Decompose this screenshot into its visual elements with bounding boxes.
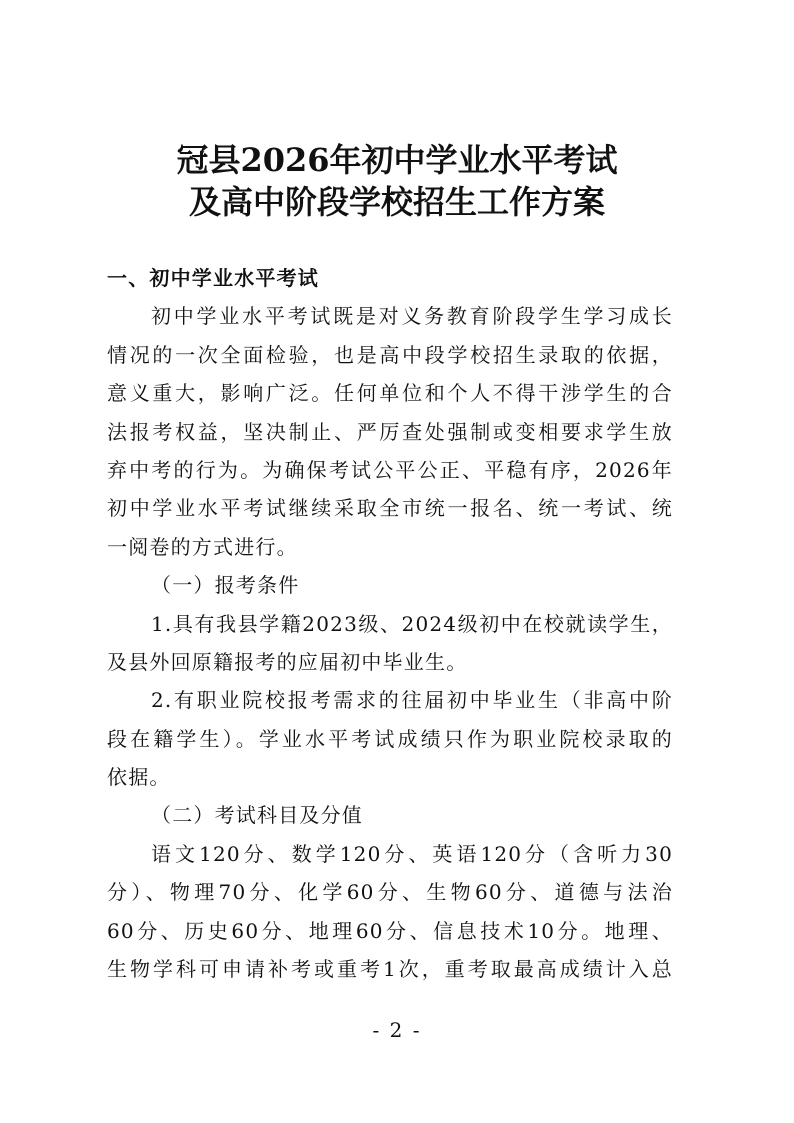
section-heading: 一、初中学业水平考试: [107, 266, 319, 290]
paragraph-line: 1.具有我县学籍2023级、2024级初中在校就读学生，: [151, 611, 673, 636]
paragraph-line: 初中学业水平考试既是对义务教育阶段学生学习成长: [151, 304, 673, 329]
paragraph-line: 生物学科可申请补考或重考1次，重考取最高成绩计入总: [107, 957, 673, 982]
paragraph-line: 意义重大，影响广泛。任何单位和个人不得干涉学生的合: [107, 381, 673, 406]
page-number: - 2 -: [372, 1018, 422, 1042]
paragraph-line: 一阅卷的方式进行。: [107, 534, 298, 559]
paragraph-line: 60分、历史60分、地理60分、信息技术10分。地理、: [107, 918, 673, 943]
paragraph-line: 法报考权益，坚决制止、严厉查处强制或变相要求学生放: [107, 419, 673, 444]
document-title-line-1: 冠县2026年初中学业水平考试: [176, 141, 618, 179]
paragraph-line: 分）、物理70分、化学60分、生物60分、道德与法治: [107, 880, 673, 905]
document-body: [107, 259, 673, 988]
paragraph-line: 2.有职业院校报考需求的往届初中毕业生（非高中阶: [151, 688, 673, 713]
document-title-line-2: 及高中阶段学校招生工作方案: [188, 183, 605, 221]
paragraph-line: 语文120分、数学120分、英语120分（含听力30: [151, 841, 673, 866]
paragraph-line: 情况的一次全面检验，也是高中段学校招生录取的依据，: [107, 342, 673, 367]
paragraph-line: 弃中考的行为。为确保考试公平公正、平稳有序，2026年: [107, 457, 673, 482]
paragraph-line: 初中学业水平考试继续采取全市统一报名、统一考试、统: [107, 496, 673, 521]
subsection-heading: （一）报考条件: [151, 573, 300, 598]
paragraph-line: 依据。: [107, 765, 171, 790]
paragraph-line: 及县外回原籍报考的应届初中毕业生。: [107, 649, 468, 674]
paragraph-line: 段在籍学生）。学业水平考试成绩只作为职业院校录取的: [107, 726, 673, 751]
subsection-heading: （二）考试科目及分值: [151, 803, 363, 828]
